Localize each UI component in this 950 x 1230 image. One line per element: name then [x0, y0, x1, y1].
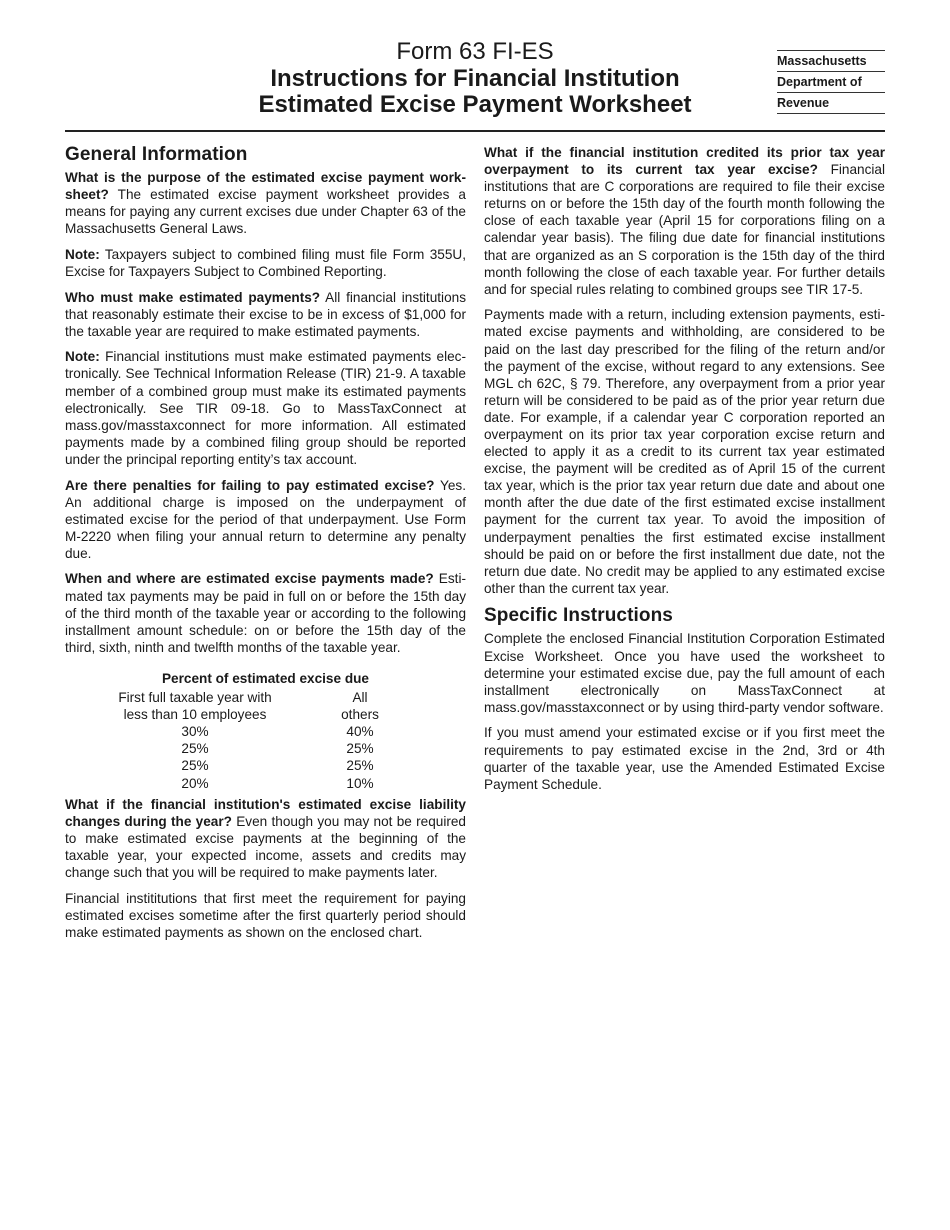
note-electronic-text: Financial institutions must make estimated payments electronically. See Technical Information Release (TIR) 21-9. A taxable member of a combined group must make its estimated payments electronically. See TIR 09-18. Go to MassTaxConnect at mass.gov/masstaxconnect for more information. All estimated payments made by a combined filing group should be reported under the principal reporting entity’s tax account.: [65, 349, 466, 467]
table-row: [80, 757, 410, 774]
table-cell: 30%: [181, 724, 209, 740]
title-block: [245, 38, 705, 118]
paragraph-when-where: [65, 570, 466, 655]
form-number: Form 63 FI-ES: [396, 38, 554, 65]
table-cell: 25%: [346, 741, 374, 757]
paragraph-later-requirement: Financial instititutions that first meet the requirement for paying estimated excises sometime after the first quarterly period should make estimated payments as shown on the enclosed chart.: [65, 890, 466, 940]
answer-when-where: Estimated tax payments may be paid in full on or before the 15th day of the third month of the taxable year or according to the following installment amount schedule: on or before the 15th day of the third, sixth, ninth and twelfth months of the taxable year.: [65, 571, 467, 655]
question-purpose: What is the purpose of the estimated excise payment worksheet?: [65, 170, 466, 203]
question-when-where: When and where are estimated excise payments made?: [65, 571, 434, 587]
agency-line-3: Revenue: [777, 92, 885, 114]
question-who-must: Who must make estimated payments?: [65, 289, 321, 305]
question-prior-overpayment: What if the financial institution credited its prior tax year overpayment to its current tax year excise?: [484, 145, 885, 178]
answer-liability-changes: Even though you may not be required to make estimated excise payments at the beginning of the taxable year, your expected income, assets and credits may change such that you will be required to make payments later.: [65, 813, 466, 880]
section-heading-general: General Information: [65, 144, 248, 165]
agency-block: [777, 50, 885, 114]
table-cell: 20%: [181, 775, 209, 791]
table-cell: 25%: [181, 758, 209, 774]
paragraph-payments-with-return: Payments made with a return, including extension payments, estimated excise payments and withholding, are considered to be paid on the last day prescribed for the filing of the return and/or the payment of the excise, without regard to any extensions. See MGL ch 62C, § 79. Therefore, any overpayment from a prior year return will be considered to be paid as of the prior year return due date. For example, if a calendar year C corporation reported an overpayment on its prior tax year corporation excise return and elected to apply it as a credit to its current tax year estimated excise, the payment will be credited as of April 15 of the current tax year, which is the prior tax year return due date and about one month after the due date of the first estimated excise installment payment for the current tax year. To avoid the imposition of underpayment penalties the first estimated excise installment should be paid on or before the first installment due date, not the return due date. No credit may be applied to any estimated excise other than the current tax year.: [484, 307, 885, 596]
form-title-line-1: Instructions for Financial Institution: [270, 65, 680, 92]
percent-table-title: Percent of estimated excise due: [161, 670, 369, 686]
table-row: [80, 775, 410, 792]
table-header-row: [80, 706, 410, 723]
paragraph-liability-changes: [65, 796, 466, 881]
table-cell: 25%: [181, 741, 209, 757]
left-column: [65, 144, 466, 949]
paragraph-who-must: [65, 289, 466, 340]
table-cell: 10%: [346, 775, 374, 791]
table-header-row: [80, 689, 410, 706]
table-row: [80, 723, 410, 740]
paragraph-amend: If you must amend your estimated excise or if you first meet the requirements to pay estimated excise in the 2nd, 3rd or 4th quarter of the taxable year, use the Amended Estimated Excise Payment Schedule.: [484, 725, 885, 792]
table-cell: 25%: [346, 758, 374, 774]
col2-header-line2: others: [341, 707, 379, 723]
paragraph-prior-overpayment: [484, 144, 885, 298]
right-column: [484, 144, 885, 801]
agency-line-1: Massachusetts: [777, 50, 885, 71]
answer-who-must: All financial institutions that reasonably estimate their excise to be in excess of $1,000 for the taxable year are required to make estimated payments.: [65, 289, 466, 339]
question-penalties: Are there penalties for failing to pay estimated excise?: [65, 477, 435, 493]
percent-table: [80, 689, 410, 792]
note-label: Note:: [65, 349, 100, 365]
col1-header-line2: less than 10 employees: [123, 707, 267, 723]
section-heading-specific: Specific Instructions: [484, 605, 673, 627]
col2-header-line1: All: [352, 690, 368, 706]
form-title-line-2: Estimated Excise Payment Worksheet: [258, 91, 692, 118]
paragraph-note-combined: [65, 246, 466, 280]
header-divider: [65, 130, 885, 132]
question-liability-changes: What if the financial institution's estimated excise liability changes during the year?: [65, 796, 466, 829]
answer-purpose: The estimated excise payment worksheet provides a means for paying any current excises due under Chapter 63 of the Massachusetts General Laws.: [65, 187, 466, 237]
note-label: Note:: [65, 246, 100, 262]
paragraph-complete-worksheet: Complete the enclosed Financial Institution Corporation Estimated Excise Worksheet. Once you have used the worksheet to determine your estimated excise due, pay the full amount of each installment electronically on MassTaxConnect at mass.gov/masstaxconnect or by using third-party vendor software.: [484, 631, 885, 715]
table-cell: 40%: [346, 724, 374, 740]
agency-line-2: Department of: [777, 71, 885, 92]
answer-penalties: Yes. An additional charge is imposed on the underpayment of estimated excise for the period of that underpayment. Use Form M-2220 when filing your annual return to determine any penalty due.: [65, 477, 467, 561]
form-header: [65, 38, 885, 132]
col1-header-line1: First full taxable year with: [118, 690, 272, 706]
answer-prior-overpayment: Financial institutions that are C corporations are required to file their excise returns on or before the 15th day of the fourth month following the close of each taxable year (April 15 for corporations filing on a calendar year basis). The filing due date for financial institutions that are organized as an S corporation is the 15th day of the third month following the close of each taxable year. For further details and for special rules relating to combined groups see TIR 17-5.: [484, 162, 885, 297]
paragraph-purpose: [65, 169, 466, 237]
table-row: [80, 740, 410, 757]
paragraph-note-electronic: [65, 348, 466, 468]
paragraph-penalties: [65, 477, 466, 562]
percent-table-block: [65, 670, 466, 792]
note-combined-text: Taxpayers subject to combined filing must file Form 355U, Excise for Taxpayers Subject to Combined Reporting.: [65, 246, 466, 279]
